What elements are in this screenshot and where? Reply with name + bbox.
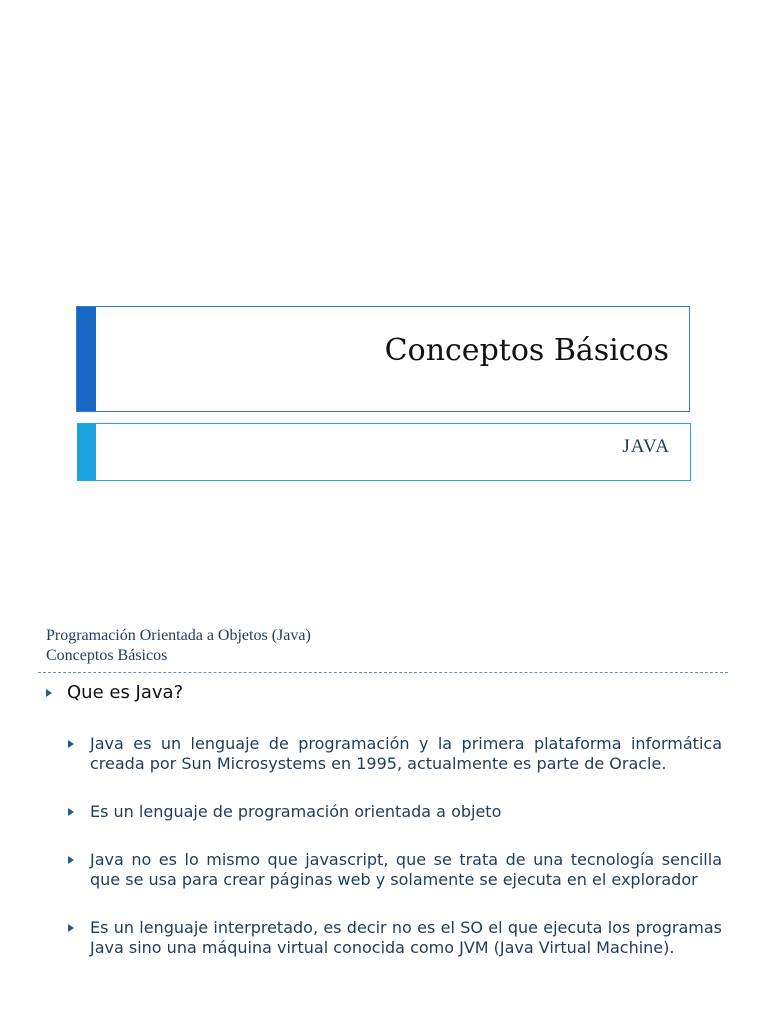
header-line-topic: Conceptos Básicos bbox=[46, 647, 168, 664]
sub-bullet-item bbox=[68, 734, 722, 774]
title-box bbox=[76, 306, 690, 412]
sub-bullet-item bbox=[68, 918, 722, 958]
triangle-bullet-icon bbox=[46, 689, 52, 697]
subtitle-box bbox=[77, 423, 691, 481]
sub-bullet-item bbox=[68, 802, 722, 822]
triangle-bullet-icon bbox=[68, 924, 74, 932]
header-divider bbox=[38, 672, 728, 673]
sub-bullet-text: Java no es lo mismo que javascript, que se trata de una tecnología sencilla que se usa para crear páginas web y solamente se ejecuta en el explorador bbox=[90, 850, 722, 889]
title-accent-bar bbox=[77, 307, 96, 411]
slide-title: Conceptos Básicos bbox=[384, 333, 669, 368]
sub-bullet-list bbox=[68, 734, 722, 986]
header-line-course: Programación Orientada a Objetos (Java) bbox=[46, 627, 311, 644]
slide2-header bbox=[46, 626, 311, 666]
sub-bullet-item bbox=[68, 850, 722, 890]
sub-bullet-text: Es un lenguaje de programación orientada a objeto bbox=[90, 802, 502, 821]
sub-bullet-text: Es un lenguaje interpretado, es decir no es el SO el que ejecuta los programas Java sino una máquina virtual conocida como JVM (Java Virtual Machine). bbox=[90, 918, 722, 957]
triangle-bullet-icon bbox=[68, 740, 74, 748]
sub-bullet-text: Java es un lenguaje de programación y la primera plataforma informática creada por Sun Microsystems en 1995, actualmente es parte de Oracle. bbox=[90, 734, 722, 773]
slide-subtitle: JAVA bbox=[622, 436, 670, 457]
triangle-bullet-icon bbox=[68, 808, 74, 816]
main-bullet-text: Que es Java? bbox=[67, 682, 184, 703]
triangle-bullet-icon bbox=[68, 856, 74, 864]
subtitle-accent-bar bbox=[78, 424, 96, 480]
main-bullet bbox=[46, 682, 183, 703]
